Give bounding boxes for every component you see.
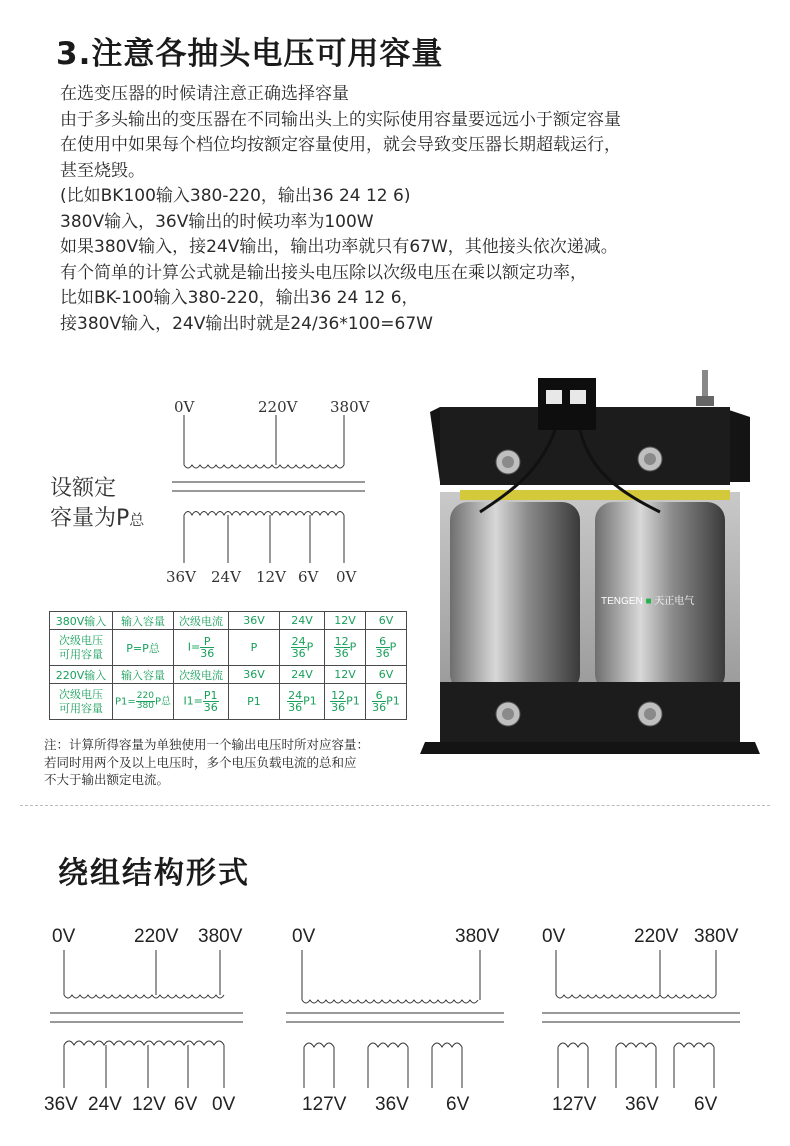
note-line: 若同时用两个及以上电压时，多个电压负载电流的总和应 (44, 754, 357, 770)
primary-label-0v: 0V (174, 398, 195, 416)
fraction-num: 6 (372, 690, 386, 702)
fraction-den: 36 (334, 647, 349, 660)
table-cell: 12V (325, 612, 366, 630)
winding3-secondary-36v: 36V (625, 1094, 659, 1115)
fraction-suffix: P (349, 640, 357, 654)
fraction-num: P (200, 636, 214, 648)
page-title: 3.注意各抽头电压可用容量 (56, 36, 444, 72)
winding2-primary-0v: 0V (292, 926, 316, 947)
intro-line: (比如BK100输入380-220，输出36 24 12 6) (60, 186, 411, 206)
table-cell: 380V输入 (50, 612, 113, 630)
winding2-secondary-6v: 6V (446, 1094, 470, 1115)
table-cell (325, 630, 366, 666)
table-cell: 次级电流 (174, 666, 229, 684)
fraction-den: 36 (203, 701, 218, 714)
table-cell: 输入容量 (113, 612, 174, 630)
formula-prefix: I1= (183, 694, 203, 708)
intro-line: 380V输入，36V输出的时候功率为100W (60, 211, 374, 232)
intro-line: 如果380V输入，接24V输出，输出功率就只有67W，其他接头依次递减。 (60, 237, 618, 257)
intro-line: 有个简单的计算公式就是输出接头电压除以次级电压在乘以额定功率， (60, 262, 587, 283)
fraction-num: 6 (376, 636, 390, 648)
formula-suffix: P总 (154, 696, 171, 708)
table-cell: P1 (229, 684, 280, 720)
intro-line: 在使用中如果每个档位均按额定容量使用，就会导致变压器长期超载运行， (60, 135, 621, 155)
note-line: 注：计算所得容量为单独使用一个输出电压时所对应容量： (44, 737, 370, 752)
rated-capacity-line2 (50, 504, 144, 535)
table-cell: 24V (280, 666, 325, 684)
transformer-product-image (420, 362, 770, 782)
table-cell: 6V (366, 612, 407, 630)
row-label-a: 次级电压 (59, 633, 103, 647)
fraction-suffix: P1 (303, 694, 317, 708)
winding3-primary-220v: 220V (634, 926, 679, 947)
fraction (287, 690, 303, 713)
brand-logo (601, 592, 694, 607)
table-cell: 36V (229, 666, 280, 684)
fraction (291, 636, 307, 659)
winding1-secondary-24v: 24V (88, 1094, 122, 1115)
winding3-secondary-127v: 127V (552, 1094, 597, 1115)
table-cell (325, 684, 366, 720)
rated-capacity-sub: 总 (129, 511, 145, 529)
table-cell (280, 630, 325, 666)
table-cell: 36V (229, 612, 280, 630)
secondary-label-36v: 36V (166, 568, 196, 586)
formula-prefix: P1= (115, 696, 136, 708)
winding1-secondary-36v: 36V (44, 1094, 78, 1115)
row-label-b: 可用容量 (59, 647, 103, 661)
capacity-table (49, 611, 407, 720)
intro-line: 甚至烧毁。 (60, 160, 145, 181)
table-cell: 12V (325, 666, 366, 684)
table-cell (50, 630, 113, 666)
secondary-label-24v: 24V (211, 568, 241, 586)
fraction-den: 36 (375, 647, 390, 660)
intro-paragraph (60, 82, 750, 337)
fraction-num: 24 (291, 635, 306, 648)
rated-capacity-text: 容量为P (50, 506, 130, 531)
fraction-den: 36 (372, 701, 387, 714)
table-row (50, 612, 407, 630)
table-cell (366, 630, 407, 666)
brand-name: TENGEN (601, 596, 643, 607)
fraction (376, 636, 390, 659)
fraction-num: P1 (203, 689, 218, 702)
brand-name-cn: 天正电气 (654, 596, 695, 607)
winding1-secondary-12v: 12V (132, 1094, 166, 1115)
winding-diagram-2 (284, 950, 509, 1090)
fraction (334, 636, 350, 659)
primary-label-220v: 220V (258, 398, 298, 416)
fraction-den: 36 (291, 647, 306, 660)
table-cell: P=P总 (113, 630, 174, 666)
fraction (330, 690, 346, 713)
fraction-den: 380 (136, 701, 154, 711)
winding2-secondary-36v: 36V (375, 1094, 409, 1115)
fraction-num: 12 (331, 689, 346, 702)
winding3-primary-380v: 380V (694, 926, 739, 947)
fraction-num: 12 (334, 635, 349, 648)
fraction (136, 692, 155, 711)
table-row (50, 666, 407, 684)
table-row (50, 684, 407, 720)
table-cell: 次级电流 (174, 612, 229, 630)
fraction (200, 636, 214, 659)
fraction-num: 220 (136, 691, 154, 701)
table-cell: 输入容量 (113, 666, 174, 684)
secondary-label-12v: 12V (256, 568, 286, 586)
table-cell (280, 684, 325, 720)
table-cell (174, 630, 229, 666)
table-cell (366, 684, 407, 720)
table-cell: 6V (366, 666, 407, 684)
fraction-den: 36 (331, 701, 346, 714)
winding2-secondary-127v: 127V (302, 1094, 347, 1115)
table-cell (113, 684, 174, 720)
winding2-primary-380v: 380V (455, 926, 500, 947)
intro-line: 在选变压器的时候请注意正确选择容量 (60, 84, 349, 104)
fraction (203, 690, 219, 713)
calculation-note (44, 736, 414, 789)
note-line: 不大于输出额定电流。 (44, 772, 170, 787)
fraction-suffix: P1 (346, 694, 360, 708)
row-label-a: 次级电压 (59, 687, 103, 701)
fraction-suffix: P (306, 640, 314, 654)
table-cell (174, 684, 229, 720)
winding1-primary-220v: 220V (134, 926, 179, 947)
winding1-primary-0v: 0V (52, 926, 76, 947)
intro-line: 比如BK-100输入380-220，输出36 24 12 6， (60, 288, 419, 308)
winding3-secondary-6v: 6V (694, 1094, 718, 1115)
rated-capacity-label (50, 474, 144, 535)
winding1-secondary-6v: 6V (174, 1094, 198, 1115)
winding-diagram-3 (540, 950, 770, 1090)
fraction-num: 24 (288, 689, 303, 702)
winding3-primary-0v: 0V (542, 926, 566, 947)
fraction-suffix: P (389, 640, 397, 654)
winding1-secondary-0v: 0V (212, 1094, 236, 1115)
fraction-den: 36 (288, 701, 303, 714)
intro-line: 由于多头输出的变压器在不同输出头上的实际使用容量要远远小于额定容量 (60, 109, 621, 130)
primary-label-380v: 380V (330, 398, 370, 416)
fraction-den: 36 (200, 647, 215, 660)
winding-section-title: 绕组结构形式 (58, 856, 250, 891)
formula-prefix: I= (187, 640, 201, 654)
table-cell: 24V (280, 612, 325, 630)
fraction-suffix: P1 (386, 694, 400, 708)
rated-capacity-line1: 设额定 (50, 476, 117, 501)
table-row (50, 630, 407, 666)
winding1-primary-380v: 380V (198, 926, 243, 947)
winding-diagram-1 (48, 950, 248, 1090)
table-cell: P (229, 630, 280, 666)
brand-mark-icon: ■ (645, 596, 652, 607)
table-cell: 220V输入 (50, 666, 113, 684)
intro-line: 接380V输入，24V输出时就是24/36*100=67W (60, 313, 433, 334)
table-cell (50, 684, 113, 720)
row-label-b: 可用容量 (59, 701, 103, 715)
secondary-label-0v: 0V (336, 568, 357, 586)
section-divider (20, 805, 770, 806)
secondary-label-6v: 6V (298, 568, 319, 586)
fraction (372, 690, 386, 713)
